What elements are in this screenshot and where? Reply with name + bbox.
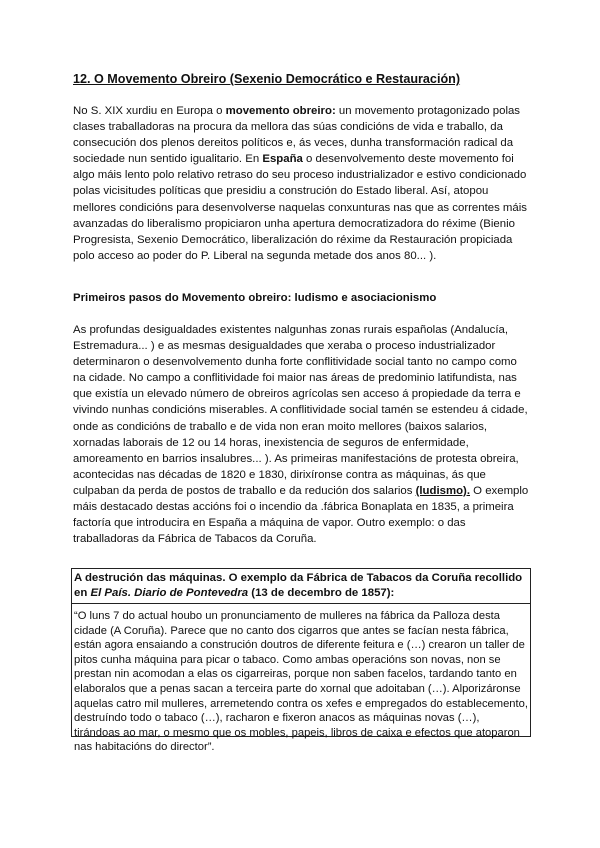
intro-paragraph — [73, 103, 531, 264]
quote-box — [71, 568, 531, 754]
intro-text-3: o desenvolvemento deste movemento foi algo máis lento polo relativo retraso do seu proceso industrializador e estivo condicionado polas vicisitudes políticas que presidiu a construción do Estado liberal. Así, atopou mellores condicións para desenvolverse naquelas conxunturas nas que as correntes máis avanzadas do liberalismo propiciaron unha apertura democratizadora do réxime (Bienio Progresista, Sexenio Democrático, liberalización do réxime da Restauración propiciada polo acceso ao poder do P. Liberal na segunda metade dos anos 80... ). — [73, 153, 527, 262]
intro-text-2: un movemento protagonizado polas clases traballadoras na procura da mellora das súas condicións de vida e traballo, da consecución dos plenos dereitos políticos e, ás veces, dunha transformación radical da sociedade nun sentido igualitario. En — [73, 105, 521, 166]
quote-text: “O luns 7 do actual houbo un pronunciamento de mulleres na fábrica da Palloza desta cidade (A Coruña). Parece que no canto dos cigarros que antes se facían nesta fábrica, están agora ensaiando a construción doutros de diferente feitura e (…) crearon un taller de pitos cunha máquina para picar o tabaco. Como ambas operacións son novas, non se prestan nin acomodan a elas os cigarreiras, porque non saben facelos, tardando tanto en elaboralos que a penas sacan a terceira parte do xornal que adoitaban (…). Alporizáronse aquelas catro mil mulleres, arremetendo contra os xefes e empregados do establecemento, destruíndo todo o tabaco (…), racharon e fixeron anacos as máquinas novas (…), tirándoas ao mar, o mesmo que os mobles, papeis, libros de caixa e efectos que atoparon nas habitacións do director”. — [74, 610, 528, 754]
quote-head-text-1: A destrución das máquinas. O exemplo da Fábrica de Tabacos da Coruña recollido en — [74, 572, 523, 599]
body-paragraph — [73, 322, 531, 547]
section-title: 12. O Movemento Obreiro (Sexenio Democrático e Restauración) — [73, 72, 461, 86]
body-bold-ludismo: (ludismo). — [415, 484, 471, 497]
subsection-title: Primeiros pasos do Movemento obreiro: ludismo e asociacionismo — [73, 292, 437, 304]
intro-bold-espana: España — [262, 153, 303, 166]
body-text-1: As profundas desigualdades existentes nalgunhas zonas rurais españolas (Andalucía, Estremadura... ) e as mesmas desigualdades que xeraba o proceso industrializador determinaron o desenvolvemento dunha forte conflitividade social tanto no campo como na cidade. No campo a conflitividade foi maior nas áreas de predominio latifundista, nas que existía un elevado número de obreiros agrícolas sen acceso á propiedade da terra e vivindo nunhas condicións miserables. A conflitividade social tamén se estendeu á cidade, onde as condicións de traballo e de vida non eran moito mellores (baixos salarios, xornadas laborais de 12 ou 14 horas, inexistencia de seguros de enfermidade, amoreamento en barrios insalubres... ). As primeiras manifestacións de protesta obreira, acontecidas nas décadas de 1820 e 1830, dirixíronse contra as máquinas, ás que culpaban da perda de postos de traballo e da redución dos salarios — [73, 324, 528, 497]
quote-head-text-2: (13 de decembro de 1857): — [248, 586, 395, 599]
intro-bold-movemento: movemento obreiro: — [225, 105, 336, 117]
intro-text-1: No S. XIX xurdiu en Europa o — [73, 105, 226, 117]
quote-head-source: El País. Diario de Pontevedra — [90, 586, 249, 599]
body-text-2: O exemplo máis destacado destas accións foi o incendio da .fábrica Bonaplata en 1835, a primeira factoría que introducira en España a máquina de vapor. Outro exemplo: o das traballadoras da Fábrica de Tabacos da Coruña. — [73, 484, 529, 546]
quote-box-header — [72, 569, 530, 604]
